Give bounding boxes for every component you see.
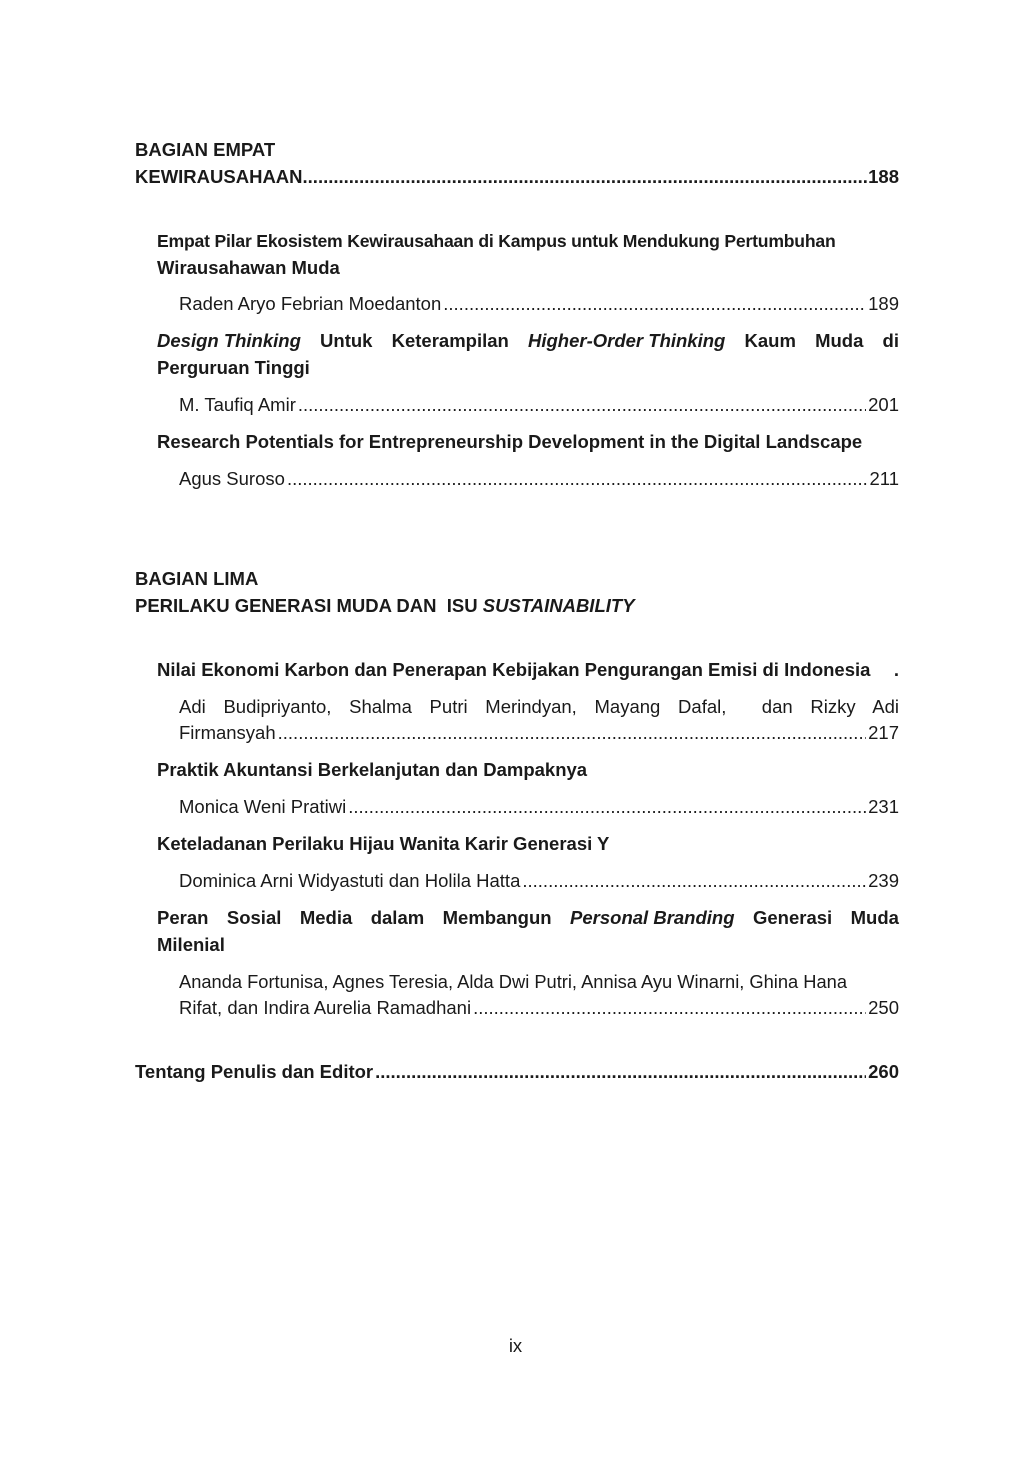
- toc-entry-title[interactable]: Empat Pilar Ekosistem Kewirausahaan di Kampus untuk Mendukung Pertumbuhan: [157, 231, 836, 251]
- toc-entry-author-row[interactable]: [179, 291, 899, 317]
- toc-entry-author: Agus Suroso: [179, 468, 285, 489]
- toc-entry-page: 211: [869, 468, 899, 489]
- leader-dots: [473, 995, 866, 1021]
- part4-title-row[interactable]: [135, 164, 899, 190]
- title-word: Media: [299, 907, 353, 928]
- toc-entry-title[interactable]: [157, 657, 899, 683]
- toc-entry-author: Ananda Fortunisa, Agnes Teresia, Alda Dwi Putri, Annisa Ayu Winarni, Ghina Hana: [179, 971, 847, 992]
- toc-entry-page: 239: [868, 870, 899, 891]
- toc-entry-page: 217: [868, 722, 899, 743]
- toc-entry-author-row[interactable]: [179, 466, 899, 492]
- part4-title: KEWIRAUSAHAAN: [135, 166, 303, 187]
- title-word: Peran: [157, 907, 209, 928]
- leader-dots: [443, 291, 866, 317]
- toc-entry-author: Monica Weni Pratiwi: [179, 796, 347, 817]
- part5-title-italic: SUSTAINABILITY: [482, 595, 635, 616]
- leader-dots: [303, 164, 869, 190]
- part5-title[interactable]: [135, 593, 635, 619]
- toc-entry-page: 189: [868, 293, 899, 314]
- title-word: Membangun: [442, 907, 552, 928]
- toc-entry-page: 231: [868, 796, 899, 817]
- toc-entry-author-row[interactable]: [179, 720, 899, 746]
- title-word: di: [882, 330, 899, 351]
- toc-entry-page: 201: [868, 394, 899, 415]
- toc-entry-title[interactable]: [157, 328, 899, 354]
- title-word: Keterampilan: [391, 330, 509, 351]
- toc-entry-author-row[interactable]: [179, 868, 899, 894]
- toc-entry-author: Raden Aryo Febrian Moedanton: [179, 293, 442, 314]
- toc-entry-author: Dominica Arni Widyastuti dan Holila Hatta: [179, 870, 521, 891]
- toc-entry-author: Adi Budipriyanto, Shalma Putri Merindyan, Mayang Dafal, dan Rizky Adi: [179, 696, 899, 717]
- toc-entry-title[interactable]: [157, 905, 899, 931]
- toc-entry-title[interactable]: Wirausahawan Muda: [157, 257, 340, 278]
- toc-entry-author: M. Taufiq Amir: [179, 394, 296, 415]
- toc-entry-page: 250: [868, 997, 899, 1018]
- title-word: Muda: [850, 907, 899, 928]
- title-word: Untuk: [320, 330, 373, 351]
- title-word: Higher-Order Thinking: [528, 330, 726, 351]
- toc-entry-title[interactable]: Milenial: [157, 934, 225, 955]
- toc-entry-author-row[interactable]: [179, 794, 899, 820]
- toc-entry-author-row[interactable]: [179, 995, 899, 1021]
- toc-entry-author: Firmansyah: [179, 722, 276, 743]
- closing-page: 260: [868, 1061, 899, 1082]
- part4-page: 188: [868, 166, 899, 187]
- title-word: dalam: [370, 907, 425, 928]
- toc-entry-author: Rifat, dan Indira Aurelia Ramadhani: [179, 997, 472, 1018]
- toc-entry-title[interactable]: Research Potentials for Entrepreneurship Development in the Digital Landscape: [157, 431, 863, 452]
- closing-title: Tentang Penulis dan Editor: [135, 1061, 374, 1082]
- leader-dots: [287, 466, 868, 492]
- page-number: ix: [508, 1335, 523, 1356]
- title-word: Sosial: [226, 907, 282, 928]
- title-word: Generasi: [752, 907, 833, 928]
- leader-dots: [375, 1059, 866, 1085]
- toc-entry-title[interactable]: Perguruan Tinggi: [157, 357, 310, 378]
- part4-heading: BAGIAN EMPAT: [135, 139, 276, 160]
- title-word: Personal Branding: [570, 907, 735, 928]
- toc-entry-title[interactable]: Praktik Akuntansi Berkelanjutan dan Dampaknya: [157, 759, 588, 780]
- part5-title-plain: PERILAKU GENERASI MUDA DAN ISU: [135, 595, 483, 616]
- toc-entry-title-trail: .: [893, 659, 899, 680]
- closing-row[interactable]: [135, 1059, 899, 1085]
- toc-entry-author-row[interactable]: [179, 392, 899, 418]
- leader-dots: [348, 794, 866, 820]
- leader-dots: [298, 392, 866, 418]
- leader-dots: [522, 868, 866, 894]
- toc-entry-title[interactable]: Keteladanan Perilaku Hijau Wanita Karir Generasi Y: [157, 833, 610, 854]
- title-word: Muda: [815, 330, 864, 351]
- leader-dots: [278, 720, 866, 746]
- title-word: Design Thinking: [157, 330, 301, 351]
- part5-heading: BAGIAN LIMA: [135, 568, 259, 589]
- title-word: Kaum: [744, 330, 796, 351]
- toc-entry-title-text: Nilai Ekonomi Karbon dan Penerapan Kebijakan Pengurangan Emisi di Indonesia: [157, 659, 871, 680]
